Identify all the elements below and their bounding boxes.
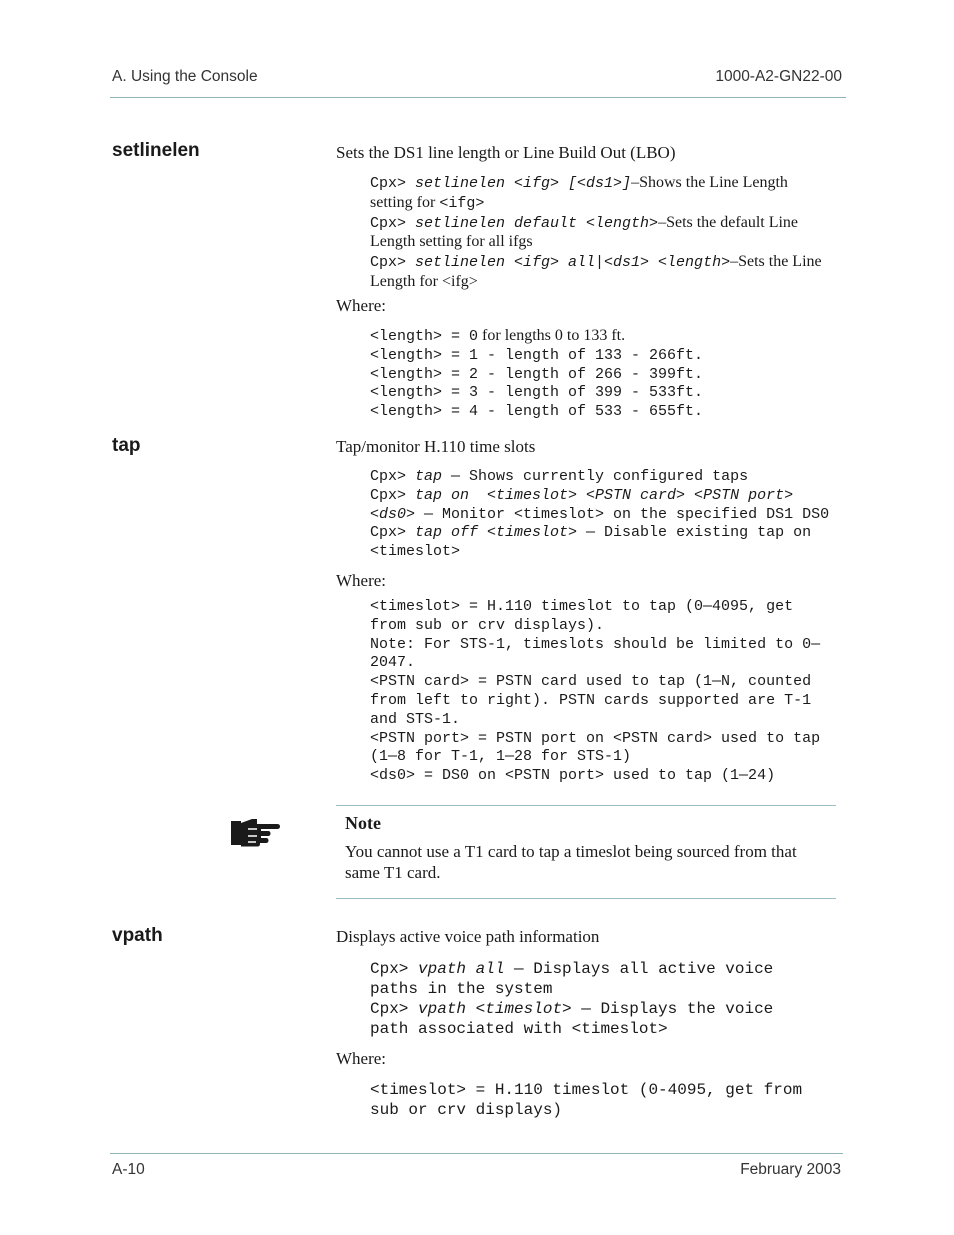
usage-command: tap: [415, 468, 443, 485]
where-line: (1—8 for T-1, 1—28 for STS-1): [370, 748, 632, 766]
usage-prompt: Cpx>: [370, 960, 419, 978]
command-title-tap: tap: [112, 435, 141, 456]
where-line: from left to right). PSTN cards supported are T-1: [370, 691, 812, 709]
usage-text: Length for <ifg>: [370, 272, 478, 290]
where-line: sub or crv displays): [370, 1101, 563, 1119]
usage-command: setlinelen default <length>: [415, 214, 659, 232]
running-header-section: A. Using the Console: [112, 68, 258, 85]
footer-date: February 2003: [740, 1161, 841, 1178]
vpath-description: Displays active voice path information: [336, 927, 600, 946]
usage-command: tap on <timeslot> <PSTN card> <PSTN port>: [415, 486, 794, 504]
usage-text: –Sets the Line: [730, 253, 822, 271]
where-line: from sub or crv displays).: [370, 616, 605, 634]
where-line: <length> = 4 - length of 533 - 655ft.: [370, 403, 704, 421]
setlinelen-usage: [370, 174, 822, 293]
footer-rule: [110, 1153, 843, 1154]
usage-prompt: Cpx>: [370, 175, 416, 192]
running-header-doc-id: 1000-A2-GN22-00: [715, 68, 842, 85]
note-bottom-rule: [336, 898, 836, 899]
usage-prompt: Cpx>: [370, 254, 416, 272]
where-line: <PSTN card> = PSTN card used to tap (1—N, counted: [370, 673, 812, 691]
vpath-where-list: [370, 1080, 802, 1120]
where-line: <timeslot> = H.110 timeslot (0-4095, get from: [370, 1081, 803, 1099]
command-title-vpath: vpath: [112, 925, 163, 946]
vpath-usage: [370, 959, 773, 1039]
usage-prompt: Cpx>: [370, 524, 416, 542]
where-line: <length> = 0: [370, 328, 479, 345]
where-line: <length> = 1 - length of 133 - 266ft.: [370, 346, 704, 364]
where-line: <length> = 2 - length of 266 - 399ft.: [370, 365, 704, 383]
header-rule: [110, 97, 846, 98]
usage-text: path associated with <timeslot>: [370, 1020, 668, 1038]
note-body: You cannot use a T1 card to tap a timeslot being sourced from that same T1 card.: [345, 842, 797, 882]
vpath-where-label: Where:: [336, 1049, 387, 1068]
usage-text: — Displays the voice: [571, 1000, 774, 1018]
setlinelen-where-list: [370, 327, 703, 422]
where-text: for lengths 0 to 133 ft.: [478, 327, 626, 344]
where-line: and STS-1.: [370, 710, 461, 728]
where-line: <length> = 3 - length of 399 - 533ft.: [370, 384, 704, 402]
tap-where-list: [370, 598, 820, 786]
where-line: 2047.: [370, 654, 416, 672]
usage-prompt: Cpx>: [370, 486, 416, 504]
usage-text: –Sets the default Line: [658, 213, 799, 231]
tap-usage: [370, 468, 829, 562]
usage-text: — Disable existing tap on: [577, 524, 812, 542]
where-line: <ds0> = DS0 on <PSTN port> used to tap (1—24): [370, 767, 776, 785]
usage-text: –Shows the Line Length: [631, 174, 788, 191]
usage-command: vpath <timeslot>: [418, 1000, 572, 1018]
usage-command: setlinelen <ifg> all|<ds1> <length>: [415, 254, 731, 272]
usage-text: — Monitor <timeslot> on the specified DS1 DS0: [415, 505, 830, 523]
usage-prompt: Cpx>: [370, 468, 416, 485]
where-line: <PSTN port> = PSTN port on <PSTN card> used to tap: [370, 729, 821, 747]
usage-text: — Shows currently configured taps: [442, 468, 749, 485]
note-title: Note: [345, 813, 381, 833]
where-line: <timeslot> = H.110 timeslot to tap (0—4095, get: [370, 598, 794, 615]
usage-command: vpath all: [418, 960, 505, 978]
pointing-hand-icon: [230, 815, 282, 849]
note-top-rule: [336, 805, 836, 806]
command-title-setlinelen: setlinelen: [112, 140, 200, 161]
usage-prompt: Cpx>: [370, 1000, 419, 1018]
usage-text: setting for: [370, 193, 440, 211]
usage-command: <ds0>: [370, 505, 416, 523]
page-number: A-10: [112, 1161, 145, 1178]
tap-where-label: Where:: [336, 571, 387, 590]
usage-text: Length setting for all ifgs: [370, 233, 533, 251]
usage-text: — Displays all active voice: [504, 960, 774, 978]
usage-command: tap off <timeslot>: [415, 524, 578, 542]
usage-code: <ifg>: [439, 194, 485, 212]
tap-description: Tap/monitor H.110 time slots: [336, 437, 536, 456]
usage-text: paths in the system: [370, 980, 553, 998]
usage-command: setlinelen <ifg> [<ds1>]: [415, 175, 632, 192]
where-line: Note: For STS-1, timeslots should be limited to 0—: [370, 635, 821, 653]
usage-prompt: Cpx>: [370, 214, 416, 232]
setlinelen-description: Sets the DS1 line length or Line Build Out (LBO): [336, 143, 676, 162]
usage-text: <timeslot>: [370, 543, 461, 561]
setlinelen-where-label: Where:: [336, 296, 387, 315]
